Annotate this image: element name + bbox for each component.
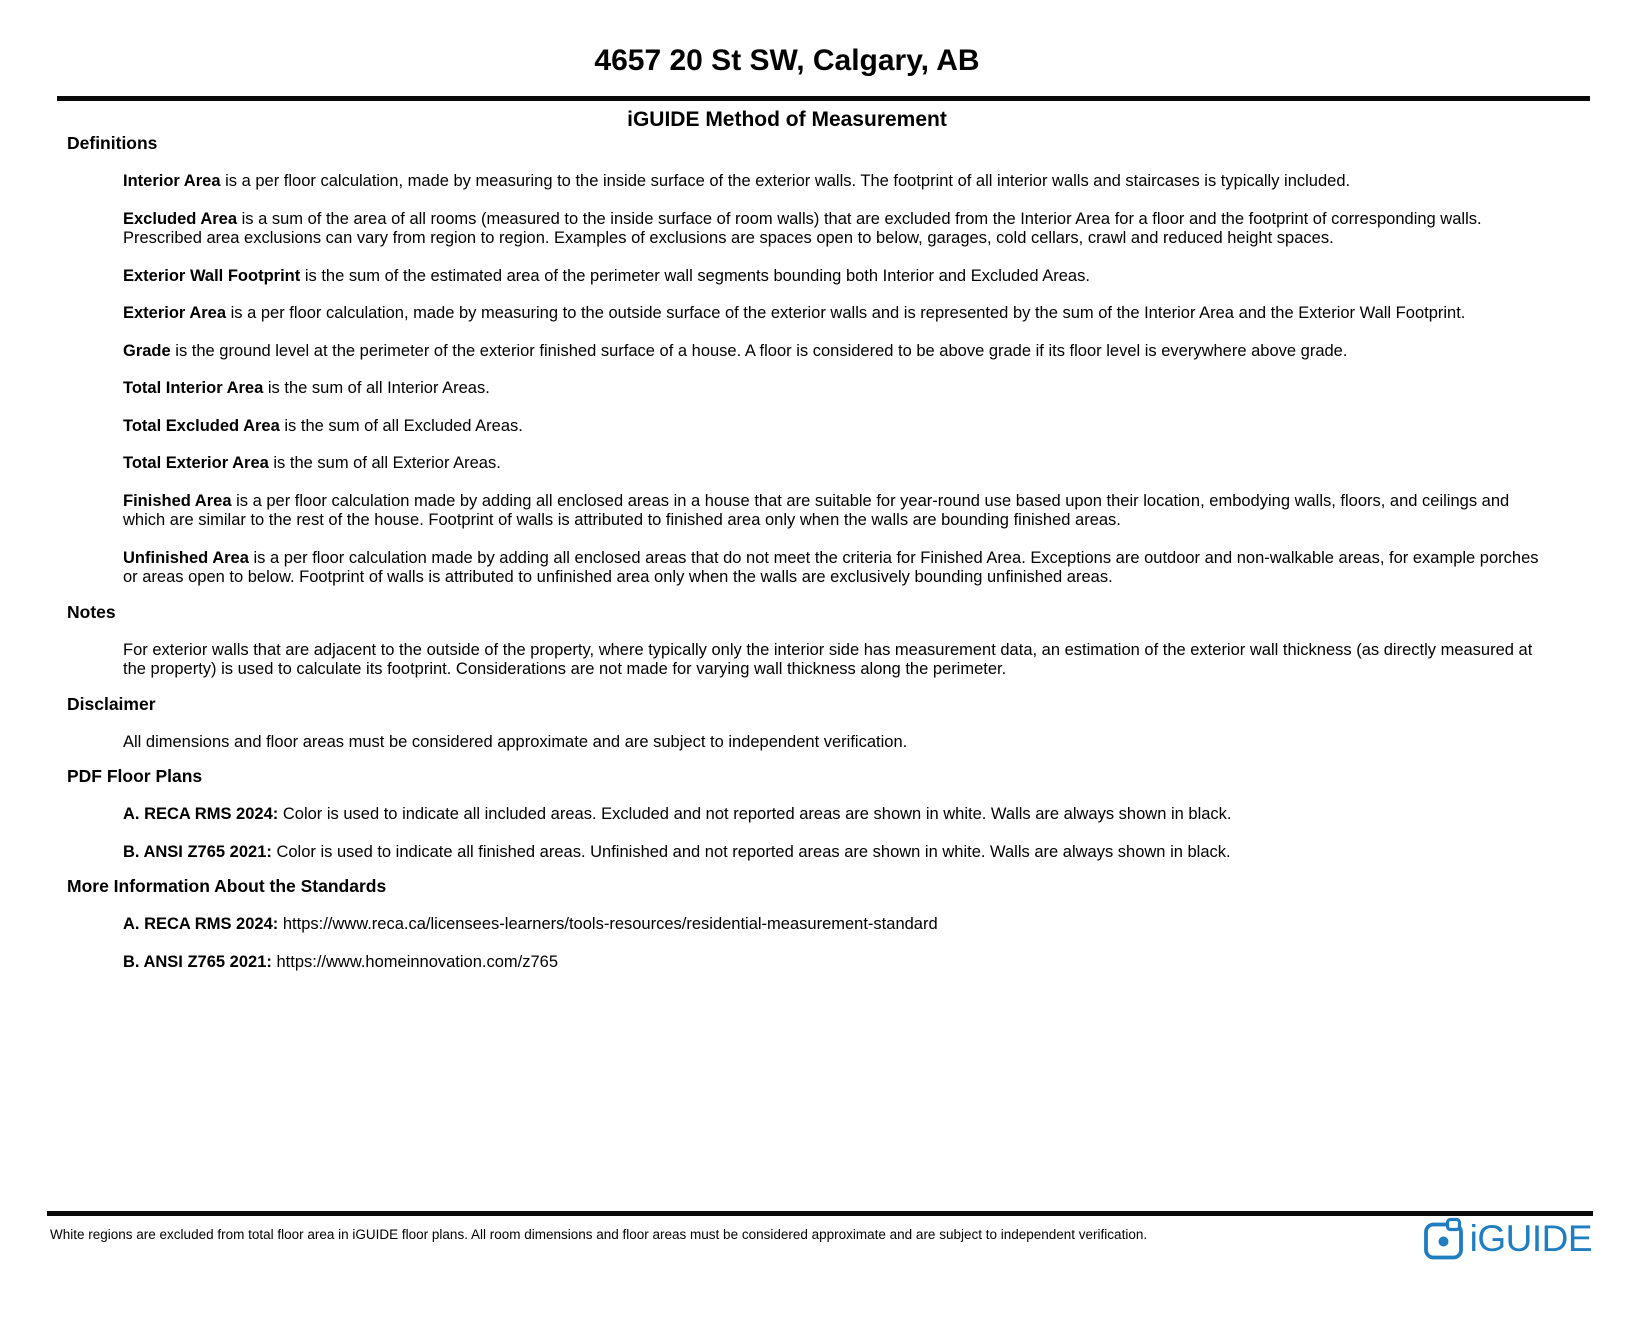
iguide-camera-icon — [1423, 1217, 1465, 1261]
definition-text: is the sum of the estimated area of the perimeter wall segments bounding both Interior and Excluded Areas. — [300, 266, 1090, 285]
definition-text: is a per floor calculation made by adding all enclosed areas in a house that are suitable for year-round use based upon their location, embodying walls, floors, and ceilings and which are similar to the rest of the house. Footprint of walls is attributed to finished area only when the walls are bounding finished areas. — [123, 491, 1510, 529]
standard-text: Color is used to indicate all included areas. Excluded and not reported areas are shown in white. Walls are always shown in black. — [278, 805, 1232, 823]
footer-disclaimer-note: White regions are excluded from total floor area in iGUIDE floor plans. All room dimensions and floor areas must be considered approximate and are subject to independent verification. — [50, 1227, 1148, 1242]
definition-term: Total Excluded Area — [123, 416, 280, 435]
definition-excluded-area — [123, 210, 1541, 249]
definition-term: Excluded Area — [123, 209, 238, 228]
section-heading-more-information: More Information About the Standards — [67, 876, 387, 896]
definition-term: Exterior Area — [123, 304, 227, 322]
definition-text: is the ground level at the perimeter of the exterior finished surface of a house. A floor is considered to be above grade if its floor level is everywhere above grade. — [170, 341, 1348, 360]
definition-total-interior-area — [123, 379, 1541, 399]
more-info-reca-item — [123, 915, 1541, 935]
document-page — [0, 42, 1650, 1259]
header-divider — [57, 96, 1590, 101]
definition-exterior-area — [123, 304, 1541, 324]
definition-grade — [123, 342, 1541, 362]
definition-text: is the sum of all Exterior Areas. — [268, 454, 501, 472]
definition-text: is the sum of all Interior Areas. — [263, 379, 490, 397]
section-heading-definitions: Definitions — [67, 133, 158, 153]
definition-term: Total Exterior Area — [123, 454, 269, 472]
definition-interior-area — [123, 172, 1541, 192]
pdf-floor-plans-ansi-item — [123, 843, 1541, 863]
definition-unfinished-area — [123, 549, 1541, 588]
footer-divider — [47, 1211, 1593, 1216]
notes-paragraph: For exterior walls that are adjacent to the outside of the property, where typically only the interior side has measurement data, an estimation of the exterior wall thickness (as directly measured at the property) is used to calculate its footprint. Considerations are not made for varying wall thickness along the perimeter. — [123, 640, 1533, 678]
reca-rms-link[interactable]: https://www.reca.ca/licensees-learners/tools-resources/residential-measurement-standard — [282, 915, 938, 933]
iguide-logo-text: iGUIDE — [1469, 1218, 1592, 1259]
definition-term: Exterior Wall Footprint — [123, 266, 301, 285]
definition-exterior-wall-footprint — [123, 267, 1541, 287]
definition-term: Grade — [123, 341, 171, 360]
pdf-floor-plans-reca-item — [123, 805, 1541, 825]
definition-text: is a sum of the area of all rooms (measured to the inside surface of room walls) that are excluded from the Interior Area for a floor and the footprint of corresponding walls. Prescribed area exclusions can vary from region to region. Examples of exclusions are spaces open to below, garages, cold cellars, crawl and reduced height spaces. — [123, 209, 1482, 247]
definition-total-excluded-area — [123, 417, 1541, 437]
ansi-z765-link[interactable]: https://www.homeinnovation.com/z765 — [276, 952, 559, 971]
definition-text: is a per floor calculation, made by measuring to the outside surface of the exterior walls and is represented by the sum of the Interior Area and the Exterior Wall Footprint. — [226, 304, 1466, 322]
standard-label: A. RECA RMS 2024: — [123, 915, 279, 933]
standard-label: A. RECA RMS 2024: — [123, 805, 279, 823]
page-title: 4657 20 St SW, Calgary, AB — [594, 44, 980, 77]
definition-text: is a per floor calculation made by adding all enclosed areas that do not meet the criteria for Finished Area. Exceptions are outdoor and non-walkable areas, for example porches or areas open to below. Footprint of walls is attributed to unfinished area only when the walls are exclusively bounding unfinished areas. — [123, 548, 1539, 586]
iguide-logo — [1423, 1217, 1592, 1261]
definition-term: Unfinished Area — [123, 548, 249, 567]
definition-term: Finished Area — [123, 491, 232, 510]
page-subtitle: iGUIDE Method of Measurement — [627, 108, 947, 131]
definition-term: Interior Area — [123, 172, 221, 190]
definition-text: is a per floor calculation, made by measuring to the inside surface of the exterior walls. The footprint of all interior walls and staircases is typically included. — [220, 172, 1351, 190]
definition-finished-area — [123, 492, 1541, 531]
definition-text: is the sum of all Excluded Areas. — [279, 416, 523, 435]
standard-label: B. ANSI Z765 2021: — [123, 952, 272, 971]
section-heading-pdf-floor-plans: PDF Floor Plans — [67, 766, 203, 786]
definition-term: Total Interior Area — [123, 379, 264, 397]
more-info-ansi-item — [123, 953, 1541, 973]
disclaimer-paragraph: All dimensions and floor areas must be considered approximate and are subject to independent verification. — [123, 732, 908, 751]
standard-text: Color is used to indicate all finished areas. Unfinished and not reported areas are shown in white. Walls are always shown in black. — [271, 842, 1231, 861]
section-heading-disclaimer: Disclaimer — [67, 693, 156, 714]
section-heading-notes: Notes — [67, 601, 116, 622]
definition-total-exterior-area — [123, 454, 1541, 474]
standard-label: B. ANSI Z765 2021: — [123, 842, 272, 861]
